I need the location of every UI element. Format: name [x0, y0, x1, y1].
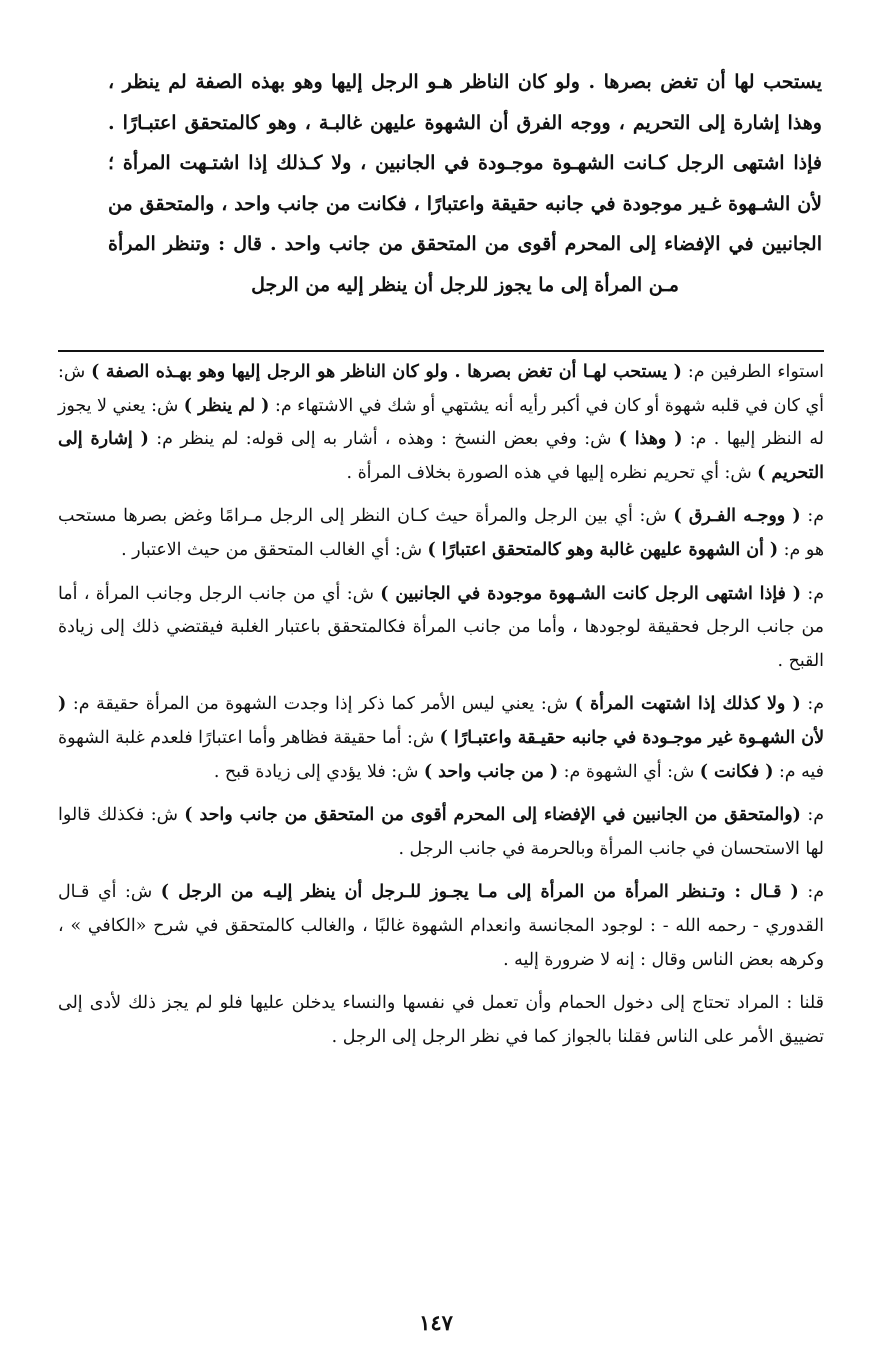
commentary-text: ش: يعني ليس الأمر كما ذكر إذا وجدت الشهوة من المرأة حقيقة م: [66, 694, 575, 715]
page-number: ١٤٧ [419, 1310, 453, 1335]
commentary-text: م: [801, 583, 824, 604]
commentary-section [58, 356, 824, 1054]
commentary-text: ش: فلا يؤدي إلى زيادة قبح . [213, 761, 424, 782]
quoted-text: ( وهذا ) [618, 429, 683, 450]
quoted-text: ( من جانب واحد ) [423, 761, 559, 782]
commentary-text: م: [798, 882, 825, 903]
commentary-paragraph [58, 356, 824, 490]
quoted-text: ( فإذا اشتهى الرجل كانت الشـهوة موجودة في الجانبين ) [380, 583, 801, 604]
quoted-text: ( ووجـه الفـرق ) [673, 506, 801, 527]
main-text: يستحب لها أن تغض بصرها . ولو كان الناظر هـو الرجل إليها وهو بهذه الصفة لم ينظر ، وهذا إشارة إلى التحريم ، ووجه الفرق أن الشهوة عليهن غالبـة ، وهو كالمتحقق اعتبـارًا . فإذا اشتهى الرجل كـانت الشهـوة موجـودة في الجانبين ، ولا كـذلك إذا اشتـهت المرأة ؛ لأن الشـهوة غـير موجودة في جانبه حقيقة واعتبارًا ، فكانت من جانب واحد ، والمتحقق من الجانبين في الإفضاء إلى المحرم أقوى من المتحقق من جانب واحد . قال : وتنظر المرأة مـن المرأة إلى ما يجوز للرجل أن ينظر إليه من الرجل [108, 71, 822, 296]
commentary-text: م: [800, 694, 825, 715]
quoted-text: ( لأن الشهـوة غير موجـودة في جانبه حقيـقة واعتبـارًا ) [58, 694, 824, 748]
commentary-paragraph [58, 987, 824, 1054]
commentary-text: ش: أما حقيقة فظاهر وأما اعتبارًا فلعدم غلبة الشهوة فيه م: [58, 727, 824, 782]
quoted-text: ( ولا كذلك إذا اشتهت المرأة ) [574, 694, 801, 715]
commentary-text: ش: فكذلك قالوا لها الاستحسان في جانب المرأة وبالحرمة في جانب الرجل . [58, 805, 824, 859]
quoted-text: ( يستحب لهـا أن تغض بصرها . ولو كان الناظر هو الرجل إليها وهو بهـذه الصفة ) [91, 362, 682, 382]
separator-rule [58, 350, 824, 352]
quoted-text: ( لم ينظر ) [183, 395, 270, 416]
commentary-text: ش: أي قـال القدوري - رحمه الله - : لوجود المجانسة وانعدام الشهوة غالبًا ، والغالب كالمتحقق في شرح «الكافي » ، وكرهه بعض الناس وقال : إنه لا ضرورة إليه . [58, 882, 824, 970]
quoted-text: (والمتحقق من الجانبين في الإفضاء إلى المحرم أقوى من المتحقق من جانب واحد ) [184, 805, 801, 826]
commentary-text: ش: أي بين الرجل والمرأة حيث كـان النظر إلى الرجل مـرامًا وغض بصرها مستحب هو م: [58, 506, 824, 560]
commentary-text: م: [800, 506, 824, 527]
quoted-text: ( قـال : وتـنظر المرأة من المرأة إلى مـا يجـوز للـرجل أن ينظر إليـه من الرجل ) [160, 882, 799, 903]
commentary-text: ش: أي كان في قلبه شهوة أو كان في أكبر رأيه أنه يشتهي أو شك في الاشتهاء م: [58, 362, 824, 416]
commentary-text: ش: أي من جانب الرجل وجانب المرأة ، أما من جانب الرجل فحقيقة لوجودها ، وأما من جانب المرأة فكالمتحقق باعتبار الغلبة فيقتضي ذلك إلى زيادة القبح . [58, 583, 824, 671]
commentary-paragraph [58, 688, 824, 789]
commentary-text: ش: وفي بعض النسخ : وهذه ، أشار به إلى قوله: لم ينظر م: [148, 429, 619, 450]
commentary-text: م: [800, 805, 824, 826]
quoted-text: ( فكانت ) [699, 761, 774, 782]
commentary-paragraph [58, 799, 824, 866]
commentary-text: قلنا : المراد تحتاج إلى دخول الحمام وأن تعمل في نفسها والنساء يدخلن عليها فلو لم يجز ذلك لأدى إلى تضييق الأمر على الناس فقلنا بالجواز كما في نظر الرجل إلى الرجل . [58, 993, 824, 1047]
commentary-text: ش: أي الغالب المتحقق من حيث الاعتبار . [121, 539, 428, 560]
commentary-paragraph [58, 876, 824, 977]
quoted-text: ( أن الشهوة عليهن غالبة وهو كالمتحقق اعتبارًا ) [427, 539, 779, 560]
commentary-text: ش: أي الشهوة م: [558, 761, 700, 782]
commentary-text: ش: يعني لا يجوز له النظر إليها . م: [58, 395, 824, 450]
quoted-text: ( إشارة إلى التحريم ) [58, 429, 824, 483]
commentary-paragraph [58, 500, 824, 567]
commentary-text: استواء الطرفين م: [681, 362, 824, 382]
commentary-paragraph [58, 578, 824, 679]
commentary-text: ش: أي تحريم نظره إليها في هذه الصورة بخلاف المرأة . [346, 462, 758, 483]
